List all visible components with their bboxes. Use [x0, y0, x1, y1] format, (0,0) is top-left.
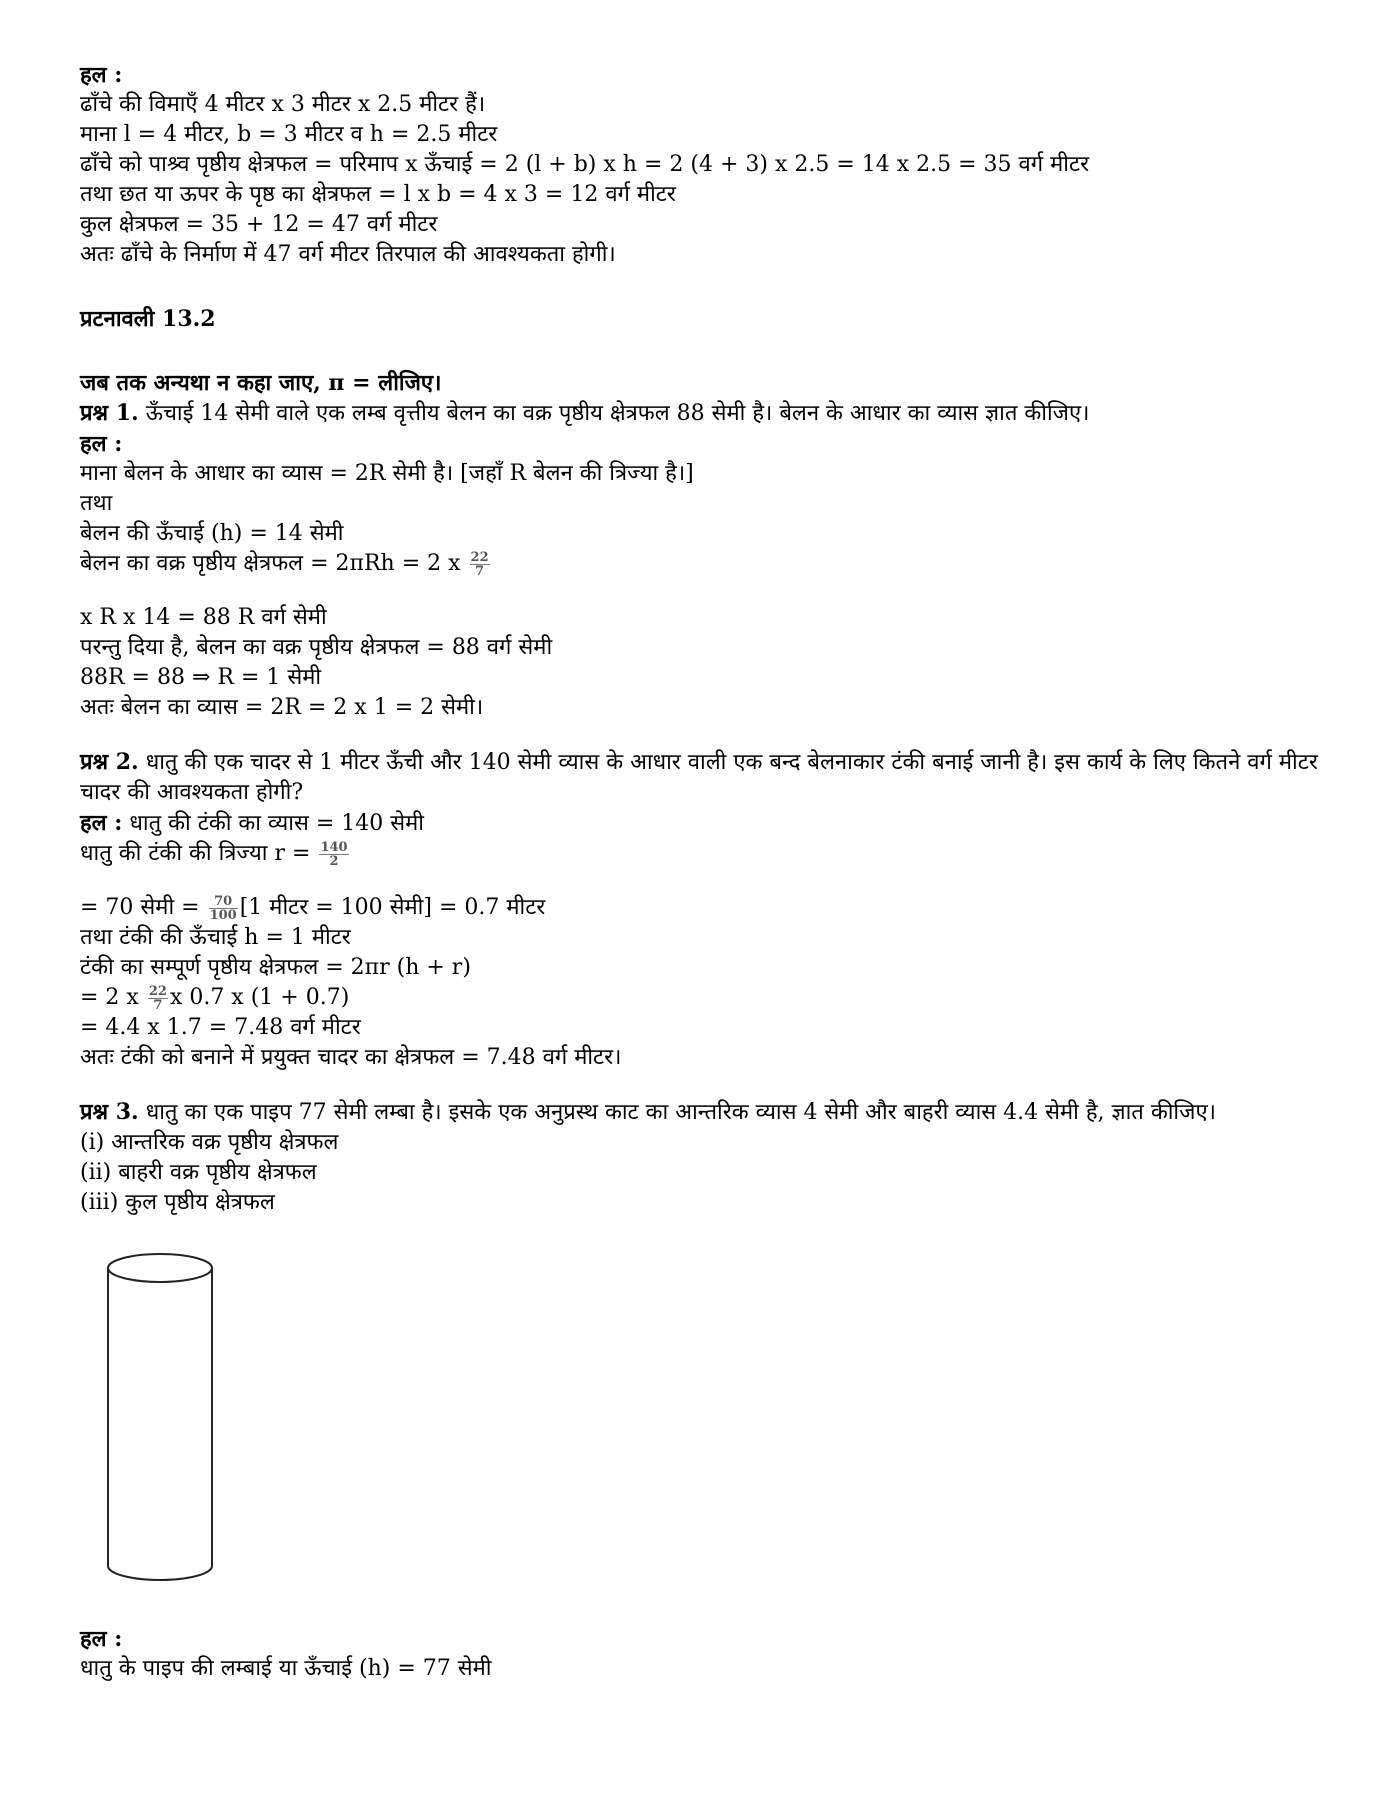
question-label: प्रश्न 2. [80, 749, 139, 775]
solution-line: तथा [80, 491, 113, 516]
fraction [319, 841, 348, 868]
fraction-denominator: 100 [209, 907, 237, 923]
fraction-numerator: 22 [470, 549, 489, 565]
solution-heading: हल : [80, 431, 123, 457]
solution-line [80, 839, 1320, 869]
fraction-numerator: 140 [320, 839, 348, 855]
solution-line: x R x 14 = 88 R वर्ग सेमी [80, 605, 327, 630]
fraction [148, 985, 168, 1012]
question-text: धातु की एक चादर से 1 मीटर ऊँची और 140 सेमी व्यास के आधार वाली एक बन्द बेलनाकार टंकी बनाई जानी है। इस कार्य के लिए कितने वर्ग मीटर चादर की आवश्यकता होगी? [80, 750, 1318, 805]
question-3 [80, 1097, 1320, 1128]
solution-line: कुल क्षेत्रफल = 35 + 12 = 47 वर्ग मीटर [80, 212, 438, 237]
solution-heading: हल : [80, 810, 123, 836]
question-label: प्रश्न 3. [80, 1099, 139, 1125]
solution-text: [1 मीटर = 100 सेमी] = 0.7 मीटर [239, 895, 546, 920]
solution-text: x 0.7 x (1 + 0.7) [169, 985, 350, 1010]
sub-question: (i) आन्तरिक वक्र पृष्ठीय क्षेत्रफल [80, 1130, 339, 1155]
solution-line: ढाँचे को पाश्र्व पृष्ठीय क्षेत्रफल = परिमाप x ऊँचाई = 2 (l + b) x h = 2 (4 + 3) x 2.5 = 14 x 2.5 = 35 वर्ग मीटर [80, 152, 1090, 177]
solution-text: = 70 सेमी = [80, 895, 200, 920]
fraction-denominator: 7 [153, 997, 163, 1013]
document-page [80, 60, 1320, 1684]
solution-line: परन्तु दिया है, बेलन का वक्र पृष्ठीय क्षेत्रफल = 88 वर्ग सेमी [80, 635, 553, 660]
question-label: प्रश्न 1. [80, 400, 139, 426]
solution-line [80, 808, 1320, 839]
solution-line: अतः ढाँचे के निर्माण में 47 वर्ग मीटर तिरपाल की आवश्यकता होगी। [80, 242, 616, 267]
solution-line [80, 893, 1320, 923]
solution-line: ढाँचे की विमाएँ 4 मीटर x 3 मीटर x 2.5 मीटर हैं। [80, 92, 486, 117]
cylinder-top-ellipse [108, 1254, 212, 1282]
solution-line: 88R = 88 ⇒ R = 1 सेमी [80, 665, 322, 690]
fraction [209, 895, 238, 922]
sub-question: (ii) बाहरी वक्र पृष्ठीय क्षेत्रफल [80, 1160, 317, 1185]
fraction-numerator: 22 [148, 983, 167, 999]
cylinder-figure [90, 1236, 230, 1596]
solution-text: धातु की टंकी का व्यास = 140 सेमी [122, 811, 424, 836]
fraction [470, 551, 490, 578]
solution-line [80, 549, 1320, 579]
solution-line: बेलन की ऊँचाई (h) = 14 सेमी [80, 521, 344, 546]
fraction-denominator: 7 [475, 563, 485, 579]
question-text: ऊँचाई 14 सेमी वाले एक लम्ब वृत्तीय बेलन का वक्र पृष्ठीय क्षेत्रफल 88 सेमी है। बेलन के आधार का व्यास ज्ञात कीजिए। [138, 401, 1090, 426]
fraction-numerator: 70 [209, 895, 238, 909]
question-2 [80, 747, 1320, 808]
solution-line: अतः टंकी को बनाने में प्रयुक्त चादर का क्षेत्रफल = 7.48 वर्ग मीटर। [80, 1045, 622, 1070]
sub-question: (iii) कुल पृष्ठीय क्षेत्रफल [80, 1190, 275, 1215]
fraction-denominator: 2 [329, 853, 339, 869]
solution-line: तथा छत या ऊपर के पृष्ठ का क्षेत्रफल = l x b = 4 x 3 = 12 वर्ग मीटर [80, 182, 676, 207]
question-1 [80, 398, 1320, 429]
solution-line: तथा टंकी की ऊँचाई h = 1 मीटर [80, 925, 351, 950]
solution-line: = 4.4 x 1.7 = 7.48 वर्ग मीटर [80, 1015, 361, 1040]
solution-line: माना l = 4 मीटर, b = 3 मीटर व h = 2.5 मीटर [80, 122, 498, 147]
solution-text: धातु की टंकी की त्रिज्या r = [80, 841, 311, 866]
solution-text: बेलन का वक्र पृष्ठीय क्षेत्रफल = 2πRh = 2 x [80, 551, 461, 576]
question-text: धातु का एक पाइप 77 सेमी लम्बा है। इसके एक अनुप्रस्थ काट का आन्तरिक व्यास 4 सेमी और बाहरी व्यास 4.4 सेमी है, ज्ञात कीजिए। [138, 1100, 1216, 1125]
solution-line: अतः बेलन का व्यास = 2R = 2 x 1 = 2 सेमी। [80, 695, 484, 720]
solution-line: धातु के पाइप की लम्बाई या ऊँचाई (h) = 77 सेमी [80, 1656, 492, 1681]
solution-heading: हल : [80, 1626, 123, 1652]
solution-line: टंकी का सम्पूर्ण पृष्ठीय क्षेत्रफल = 2πr (h + r) [80, 955, 471, 980]
solution-text: = 2 x [80, 985, 139, 1010]
solution-line [80, 983, 1320, 1013]
cylinder-bottom-arc [108, 1566, 212, 1580]
instruction: जब तक अन्यथा न कहा जाए, π = लीजिए। [80, 370, 442, 396]
exercise-title: प्रटनावली 13.2 [80, 306, 216, 332]
solution-line: माना बेलन के आधार का व्यास = 2R सेमी है। [जहाँ R बेलन की त्रिज्या है।] [80, 461, 694, 486]
solution-heading: हल : [80, 62, 123, 88]
